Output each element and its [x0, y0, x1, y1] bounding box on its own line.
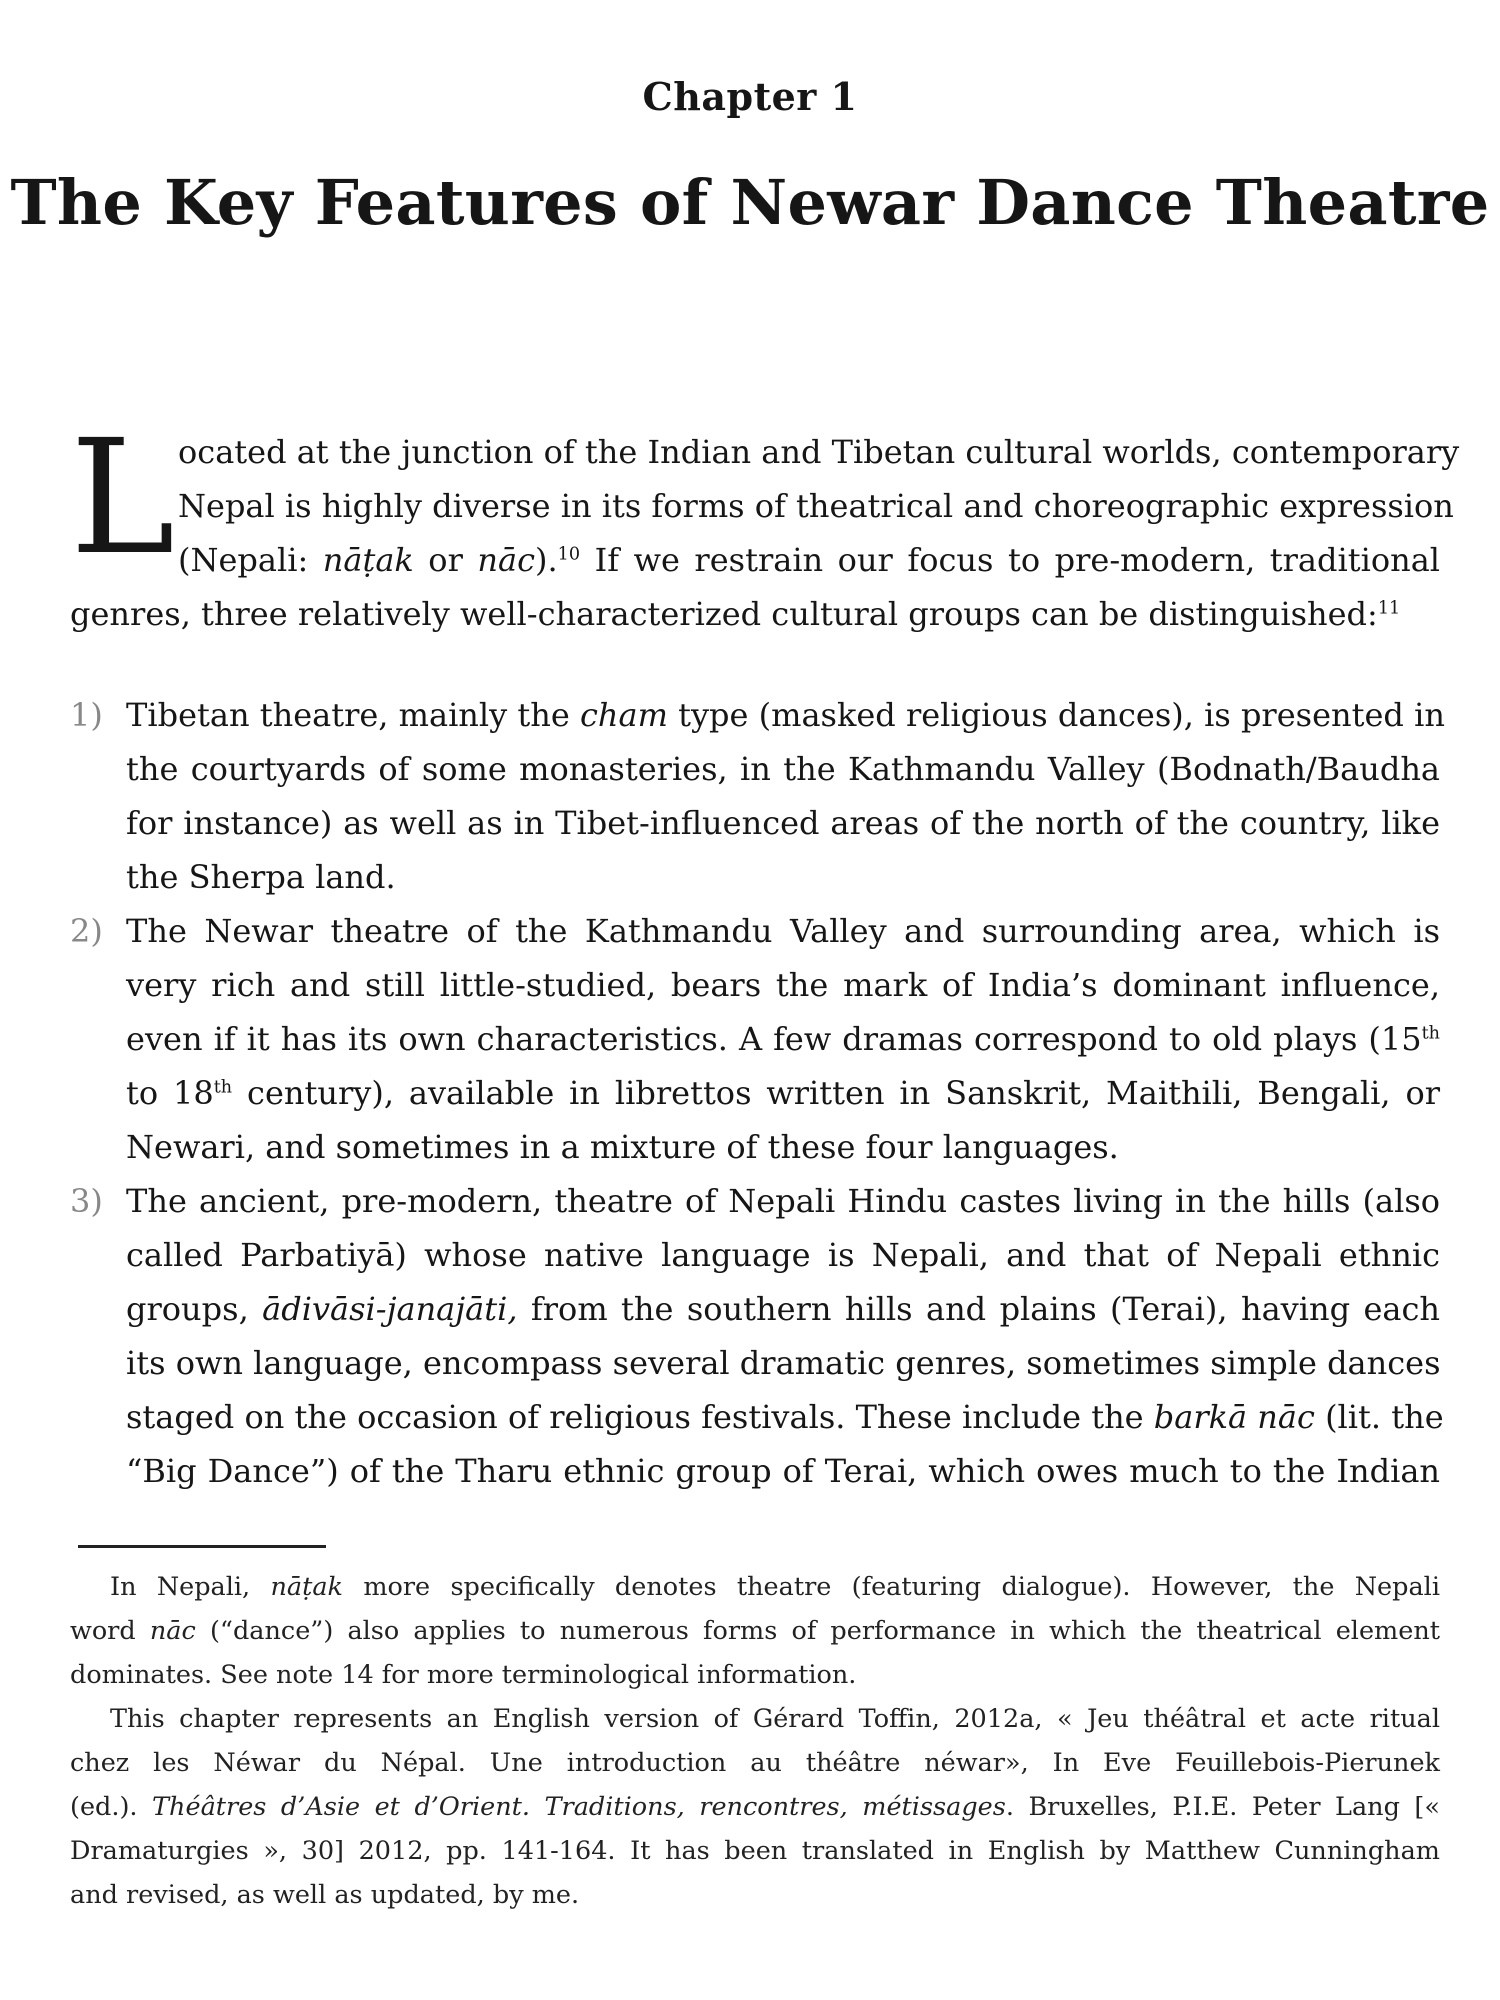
chapter-title: The Key Features of Newar Dance Theatre [10, 166, 1490, 239]
footnotes [70, 1565, 1440, 1917]
list-item: 1) Tibetan theatre, mainly the cham type (masked religious dances), is presented in the courtyards of some monasteries, in the Kathmandu Valley (Bodnath/Baudha for instance) as well as in Tibet-influenced areas of the north of the country, like the Sherpa land. [70, 688, 1440, 904]
footnote-10: In Nepali, nāṭak more specifically denotes theatre (featuring dialogue). However, the Nepali word nāc (“dance”) also applies to numerous forms of performance in which the theatrical element dominates. See note 14 for more terminological information. [70, 1572, 1440, 1690]
drop-cap: L [70, 406, 175, 590]
list-item: 2) The Newar theatre of the Kathmandu Valley and surrounding area, which is very rich and still little-studied, bears the mark of India’s dominant influence, even if it has its own characteristics. A few dramas correspond to old plays (15th to 18th century), available in librettos written in Sanskrit, Maithili, Bengali, or Newari, and sometimes in a mixture of these four languages. [70, 904, 1440, 1174]
intro-line: genres, three relatively well-characterized cultural groups can be distinguished:$^{11}$ [70, 595, 1401, 633]
list-marker: 3) [70, 1182, 103, 1220]
numbered-list [70, 688, 1445, 1498]
intro-paragraph [70, 406, 1460, 641]
footnote-rule [78, 1545, 326, 1548]
chapter-label: Chapter 1 [642, 74, 858, 119]
intro-line: ocated at the junction of the Indian and Tibetan cultural worlds, contemporary [178, 433, 1460, 471]
intro-line: (Nepali: nāṭak or nāc).$^{10}$ If we restrain our focus to pre-modern, traditional [178, 541, 1441, 579]
footnote-11: This chapter represents an English version of Gérard Toffin, 2012a, « Jeu théâtral et acte ritual chez les Néwar du Népal. Une introduction au théâtre néwar», In Eve Feuillebois-Pierunek (ed.). Théâtres d’Asie et d’Orient. Traditions, rencontres, métissages. Bruxelles, P.I.E. Peter Lang [« Dramaturgies », 30] 2012, pp. 141-164. It has been translated in English by Matthew Cunningham and revised, as well as updated, by me. [70, 1704, 1440, 1910]
list-marker: 1) [70, 696, 103, 734]
list-item: 3) The ancient, pre-modern, theatre of Nepali Hindu castes living in the hills (also called Parbatiyā) whose native language is Nepali, and that of Nepali ethnic groups, ādivāsi-janajāti, from the southern hills and plains (Terai), having each its own language, encompass several dramatic genres, sometimes simple dances staged on the occasion of religious festivals. These include the barkā nāc (lit. the “Big Dance”) of the Tharu ethnic group of Terai, which owes much to the Indian [70, 1174, 1440, 1498]
intro-line: Nepal is highly diverse in its forms of theatrical and choreographic expression [178, 487, 1454, 525]
list-marker: 2) [70, 912, 103, 950]
